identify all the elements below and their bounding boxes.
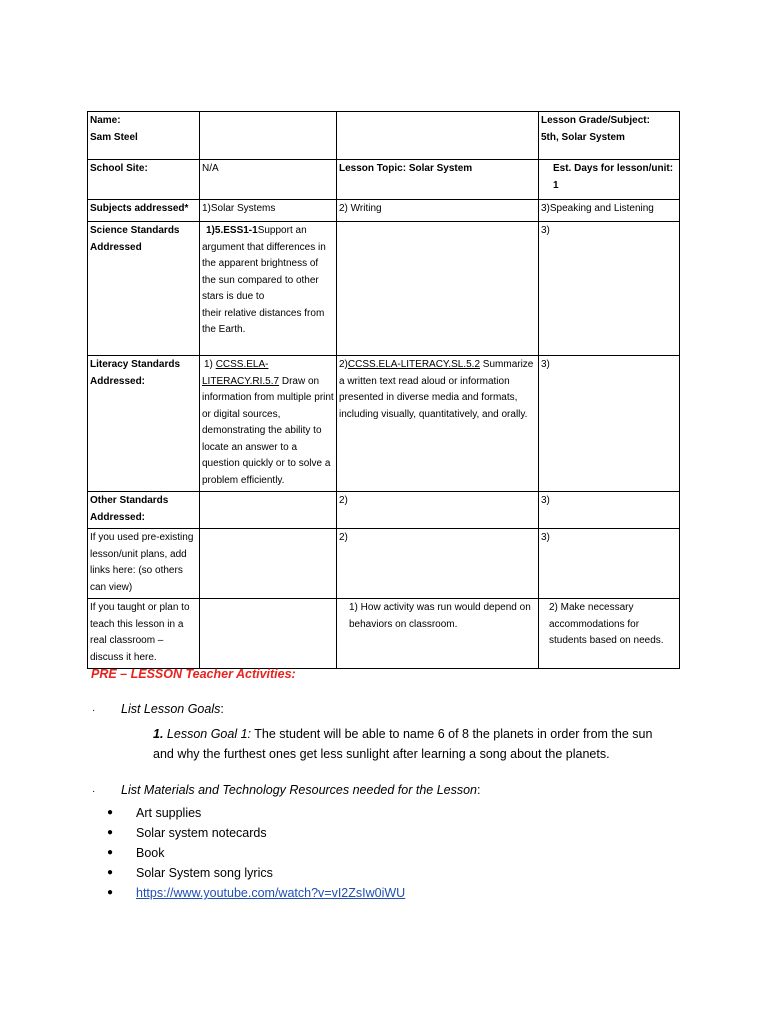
materials-heading-colon: : bbox=[477, 783, 481, 797]
table-row bbox=[88, 200, 680, 222]
list-item: ● Solar system notecards bbox=[107, 823, 405, 843]
list-item: ● Art supplies bbox=[107, 803, 405, 823]
subject-1: 1)Solar Systems bbox=[200, 200, 337, 222]
science-3: 3) bbox=[539, 222, 680, 356]
table-row bbox=[88, 222, 680, 356]
preexisting-label: If you used pre-existing lesson/unit plans, add links here: (so others can view) bbox=[88, 529, 200, 599]
table-row bbox=[88, 356, 680, 492]
table-row bbox=[88, 112, 680, 160]
grade-cell bbox=[539, 112, 680, 160]
science-1-code: 1)5.ESS1-1 bbox=[206, 225, 258, 236]
school-label: School Site: bbox=[88, 160, 200, 200]
empty-cell bbox=[337, 112, 539, 160]
grade-label: Lesson Grade/Subject: bbox=[541, 115, 650, 126]
literacy-2-code[interactable]: CCSS.ELA-LITERACY.SL.5.2 bbox=[347, 359, 481, 370]
literacy-1-prefix: 1) bbox=[204, 359, 213, 370]
table-row bbox=[88, 529, 680, 599]
literacy-2-cell bbox=[337, 356, 539, 492]
preexisting-2: 2) bbox=[337, 529, 539, 599]
subject-3: 3)Speaking and Listening bbox=[539, 200, 680, 222]
list-item bbox=[107, 883, 405, 903]
taught-2: 2) Make necessary accommodations for students based on needs. bbox=[539, 599, 680, 669]
table-row bbox=[88, 492, 680, 529]
goal-text: The student will be able to name 6 of 8 the planets in order from the sun and why the furthest ones get less sunlight after learning a song about the planets. bbox=[153, 727, 653, 761]
literacy-1-code[interactable]: CCSS.ELA-LITERACY.RI.5.7 bbox=[202, 359, 280, 387]
science-label: Science Standards Addressed bbox=[88, 222, 200, 356]
pre-lesson-heading: PRE – LESSON Teacher Activities: bbox=[91, 667, 296, 681]
name-value: Sam Steel bbox=[90, 131, 138, 143]
materials-list bbox=[107, 803, 405, 903]
days-label: Est. Days for lesson/unit: bbox=[553, 163, 674, 174]
bullet-dot: · bbox=[92, 786, 96, 797]
empty-cell bbox=[200, 112, 337, 160]
materials-heading: List Materials and Technology Resources needed for the Lesson bbox=[121, 783, 478, 797]
other-2: 2) bbox=[337, 492, 539, 529]
science-1-cell bbox=[200, 222, 337, 356]
grade-value: 5th, Solar System bbox=[541, 131, 625, 143]
other-3: 3) bbox=[539, 492, 680, 529]
name-label: Name: bbox=[90, 115, 121, 126]
science-1-text: Support an argument that differences in the apparent brightness of the sun compared to other stars is due to their relative distances from the Earth. bbox=[202, 225, 326, 335]
preexisting-3: 3) bbox=[539, 529, 680, 599]
literacy-1-cell bbox=[200, 356, 337, 492]
topic-label: Lesson Topic: Solar System bbox=[337, 160, 539, 200]
bullet-dot: · bbox=[92, 705, 96, 716]
table-row bbox=[88, 160, 680, 200]
lesson-goal-1 bbox=[153, 724, 673, 764]
name-cell bbox=[88, 112, 200, 160]
empty-cell bbox=[337, 222, 539, 356]
literacy-1-text: Draw on information from multiple print or digital sources, demonstrating the ability to locate an answer to a question quickly or to solve a problem efficiently. bbox=[202, 375, 334, 486]
days-value: 1 bbox=[553, 179, 559, 191]
goals-heading-wrap bbox=[121, 702, 224, 716]
taught-label: If you taught or plan to teach this lesson in a real classroom – discuss it here. bbox=[88, 599, 200, 669]
taught-1: 1) How activity was run would depend on behaviors on classroom. bbox=[337, 599, 539, 669]
list-item: ● Solar System song lyrics bbox=[107, 863, 405, 883]
goal-number: 1. bbox=[153, 727, 164, 741]
youtube-link[interactable]: https://www.youtube.com/watch?v=vI2ZsIw0iWU bbox=[136, 886, 406, 900]
empty-cell bbox=[200, 529, 337, 599]
literacy-2-text: Summarize a written text read aloud or information presented in diverse media and formats, including visually, quantitatively, and orally. bbox=[339, 359, 534, 420]
empty-cell bbox=[200, 599, 337, 669]
goals-heading: List Lesson Goals bbox=[121, 702, 221, 716]
materials-heading-wrap bbox=[121, 783, 481, 797]
literacy-2-prefix: 2) bbox=[339, 359, 348, 370]
literacy-label: Literacy Standards Addressed: bbox=[88, 356, 200, 492]
table-row bbox=[88, 599, 680, 669]
subjects-label: Subjects addressed* bbox=[88, 200, 200, 222]
days-cell bbox=[539, 160, 680, 200]
school-value: N/A bbox=[200, 160, 337, 200]
empty-cell bbox=[200, 492, 337, 529]
other-label: Other Standards Addressed: bbox=[88, 492, 200, 529]
goals-heading-colon: : bbox=[220, 702, 224, 716]
lesson-plan-table bbox=[87, 111, 680, 669]
literacy-3: 3) bbox=[539, 356, 680, 492]
subject-2: 2) Writing bbox=[337, 200, 539, 222]
goal-label: Lesson Goal 1: bbox=[166, 727, 252, 741]
list-item: ● Book bbox=[107, 843, 405, 863]
